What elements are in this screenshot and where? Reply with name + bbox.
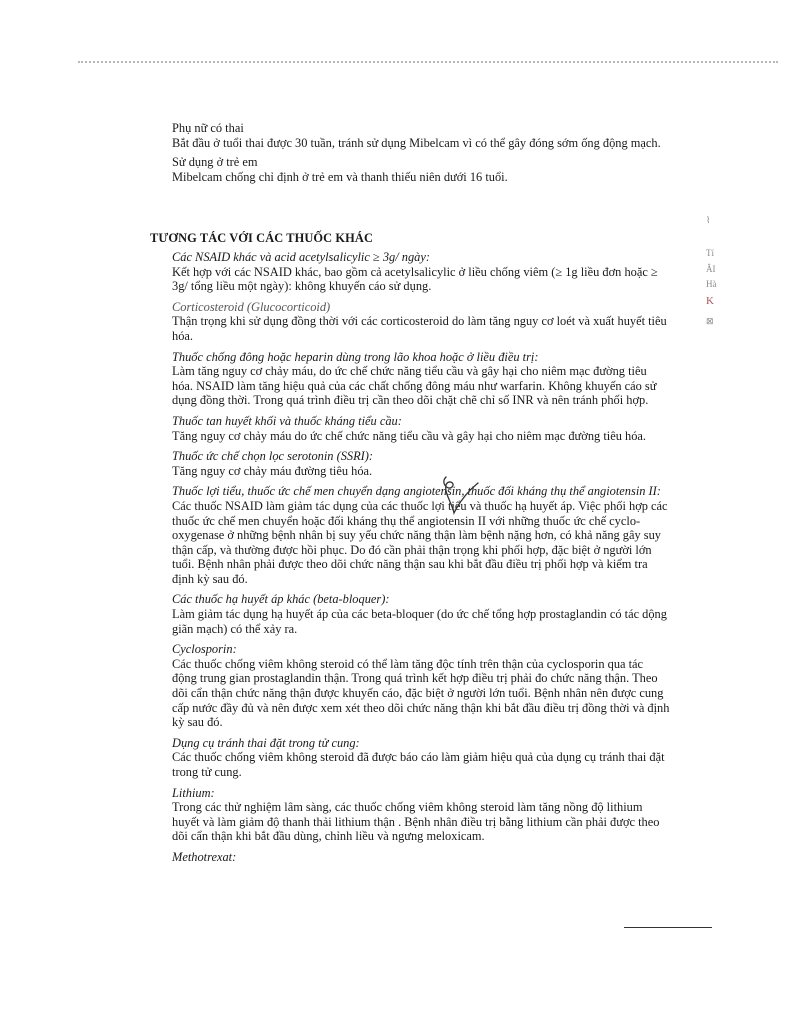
interaction-block (172, 300, 670, 344)
interaction-heading: Lithium: (172, 785, 215, 800)
interaction-text: Tăng nguy cơ chảy máu do ức chế chức năng tiểu cầu và gây hại cho niêm mạc đường tiêu hóa. (172, 428, 646, 443)
pregnancy-heading: Phụ nữ có thai (172, 121, 244, 135)
interaction-heading: Dụng cụ tránh thai đặt trong tử cung: (172, 735, 360, 750)
interaction-heading: Thuốc chống đông hoặc heparin dùng trong lão khoa hoặc ở liều điều trị: (172, 349, 539, 364)
children-text: Mibelcam chống chỉ định ở trẻ em và thanh thiếu niên dưới 16 tuổi. (172, 169, 508, 184)
interaction-text: Các thuốc chống viêm không steroid đã được báo cáo làm giảm hiệu quả của dụng cụ tránh thai đặt trong tử cung. (172, 750, 665, 779)
margin-stamp-fragment: Tí (706, 248, 714, 258)
scan-top-rule (78, 61, 778, 63)
section-title: TƯƠNG TÁC VỚI CÁC THUỐC KHÁC (150, 231, 373, 245)
interaction-heading: Các thuốc hạ huyết áp khác (beta-bloquer): (172, 592, 390, 607)
margin-stamp-fragment: ⊠ (706, 316, 714, 326)
interaction-block (172, 786, 670, 844)
interaction-heading: Thuốc tan huyết khối và thuốc kháng tiểu cầu: (172, 413, 402, 428)
interaction-text: Làm tăng nguy cơ chảy máu, do ức chế chức năng tiểu cầu và gây hại cho niêm mạc đường tiêu hóa. NSAID làm tăng hiệu quả của các chất chống đông máu như warfarin. Không khuyến cáo sử dụng đồng thời. Trong quá trình điều trị cần theo dõi chặt chẽ chỉ số INR và nên tránh phối hợp. (172, 364, 657, 408)
interaction-block (172, 592, 670, 636)
interaction-heading: Các NSAID khác và acid acetylsalicylic ≥ 3g/ ngày: (172, 250, 430, 264)
interactions-list (172, 250, 670, 871)
interaction-text: Tăng nguy cơ chảy máu đường tiêu hóa. (172, 463, 373, 478)
interaction-text: Các thuốc chống viêm không steroid có thể làm tăng độc tính trên thận của cyclosporin qua tác động trung gian prostaglandin thận. Trong quá trình kết hợp điều trị phải đo chức năng thận. Theo dõi cẩn thận chức năng thận được khuyến cáo, đặc biệt ở người lớn tuổi. Bệnh nhân nên được cung cấp nước đầy đủ và nên được xem xét theo dõi chức năng thận khi bắt đầu điều trị đồng thời và định kỳ sau đó. (172, 656, 670, 730)
interaction-text: Trong các thử nghiệm lâm sàng, các thuốc chống viêm không steroid làm tăng nồng độ lithium huyết và làm giảm độ thanh thải lithium thận . Bệnh nhân điều trị bằng lithium cần phải được theo dõi cẩn thận khi bắt đầu dùng, chỉnh liều và ngưng meloxicam. (172, 800, 660, 844)
interaction-heading: Corticosteroid (Glucocorticoid) (172, 299, 331, 314)
interaction-block (172, 250, 670, 294)
interaction-heading: Cyclosporin: (172, 642, 237, 657)
margin-stamp-fragment: ⌇ (706, 215, 711, 225)
pregnancy-text: Bắt đầu ở tuổi thai được 30 tuần, tránh sử dụng Mibelcam vì có thể gây đóng sớm ống động mạch. (172, 135, 661, 150)
interaction-block (172, 414, 670, 443)
margin-stamp-fragment: K (706, 295, 714, 307)
interaction-block (172, 736, 670, 780)
signature-mark (438, 473, 486, 517)
interaction-text: Các thuốc NSAID làm giảm tác dụng của các thuốc lợi tiểu và thuốc hạ huyết áp. Việc phối hợp các thuốc ức chế men chuyển hoặc đối kháng thụ thể angiotensin II với những thuốc ức chế cyclo-oxygenase ở những bệnh nhân bị suy yếu chức năng thận làm bệnh nặng hơn, có khả năng gây suy thận cấp, và thường được hồi phục. Do đó cần phải thận trọng khi phối hợp, đặc biệt ở người lớn tuổi. Bệnh nhân phải được theo dõi chức năng thận sau khi bắt đầu điều trị phối hợp và kiểm tra định kỳ sau đó. (172, 498, 668, 586)
interaction-block (172, 350, 670, 408)
interaction-text: Thận trọng khi sử dụng đồng thời với các corticosteroid do làm tăng nguy cơ loét và xuất huyết tiêu hóa. (172, 314, 667, 343)
interaction-text: Kết hợp với các NSAID khác, bao gồm cả acetylsalicylic ở liều chống viêm (≥ 1g liều đơn hoặc ≥ 3g/ tổng liều một ngày): không khuyến cáo sử dụng. (172, 264, 658, 294)
margin-stamp-fragment: ÂI (706, 264, 716, 274)
interaction-text: Làm giảm tác dụng hạ huyết áp của các beta-bloquer (do ức chế tổng hợp prostaglandin có tác dộng giãn mạch) có thể xảy ra. (172, 607, 667, 636)
interaction-block (172, 850, 670, 865)
margin-stamp-fragment: Hà (706, 279, 717, 289)
signature-line (624, 927, 712, 928)
interaction-block (172, 484, 670, 586)
interaction-block (172, 449, 670, 478)
interaction-heading: Thuốc ức chế chọn lọc serotonin (SSRI): (172, 449, 374, 464)
interaction-block (172, 642, 670, 730)
children-heading: Sử dụng ở trẻ em (172, 155, 258, 170)
interaction-heading: Thuốc lợi tiểu, thuốc ức chế men chuyển dạng angiotensin, thuốc đối kháng thụ thể angiotensin II: (172, 484, 661, 499)
preface-text (172, 121, 672, 184)
interaction-heading: Methotrexat: (172, 849, 237, 864)
